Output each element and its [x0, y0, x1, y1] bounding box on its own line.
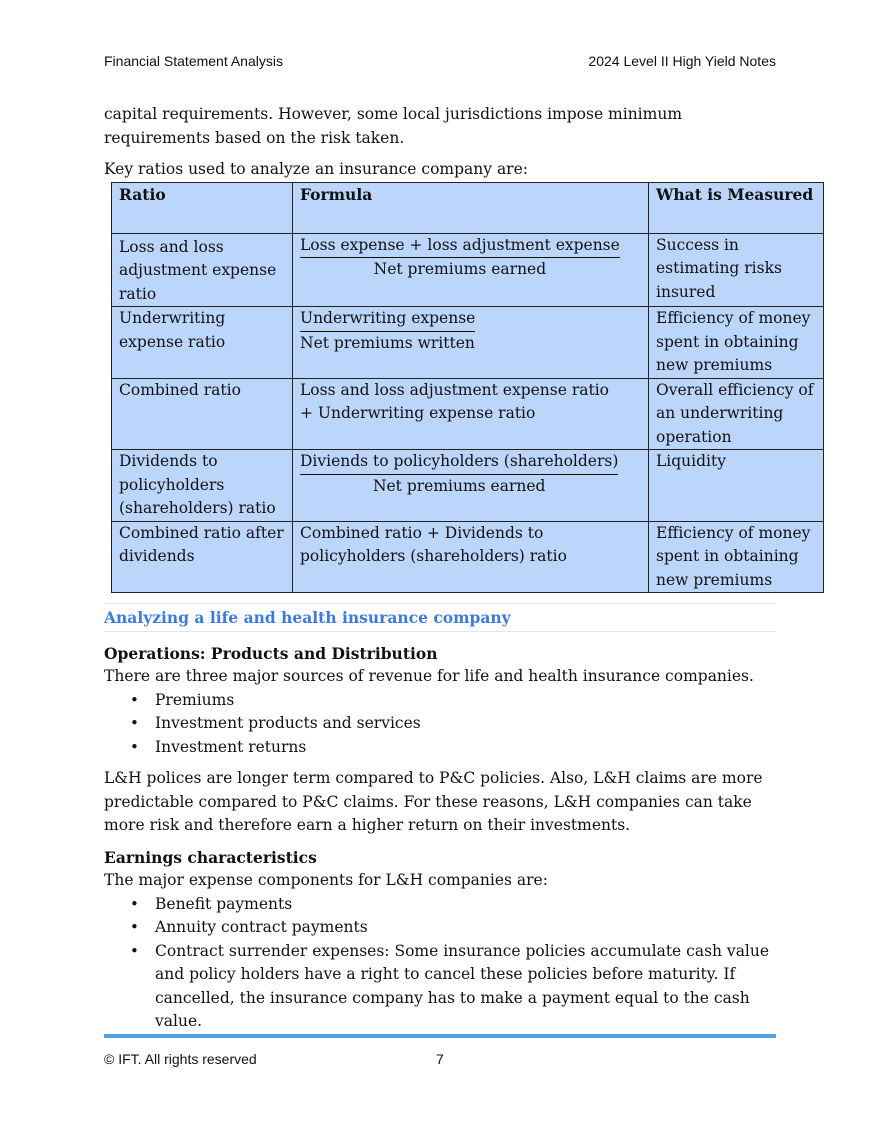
ratios-table	[111, 182, 824, 594]
list-item: • Investment returns	[104, 736, 776, 760]
table-row	[112, 521, 824, 593]
formula: $\frac{\text{Diviends to policyholders (shareholders)}}{\text{Net premiums earned}}$	[293, 450, 649, 522]
footer-rule	[104, 1034, 776, 1038]
earnings-text: The major expense components for L&H companies are:	[104, 871, 548, 889]
ratio-name: Underwriting expense ratio	[112, 307, 293, 379]
col-header-ratio: Ratio	[112, 182, 293, 233]
col-header-formula: Formula	[293, 182, 649, 233]
ratio-name: Dividends to policyholders (shareholders) ratio	[112, 450, 293, 522]
section-title: Analyzing a life and health insurance company	[104, 603, 776, 632]
list-item: • Annuity contract payments	[104, 916, 776, 940]
earnings-heading: Earnings characteristics	[104, 847, 317, 867]
table-row	[112, 307, 824, 379]
col-header-measured: What is Measured	[649, 182, 824, 233]
header-subtitle: 2024 Level II High Yield Notes	[588, 53, 776, 69]
page-number: 7	[436, 1051, 444, 1067]
revenue-list	[104, 689, 776, 760]
measured: Overall efficiency of an underwriting operation	[649, 378, 824, 450]
formula: $\frac{\text{Underwriting expense}}{\text{Net premiums written}}$	[293, 307, 649, 379]
lh-paragraph: L&H polices are longer term compared to P&C policies. Also, L&H claims are more predictable compared to P&C claims. For these reasons, L&H companies can take more risk and therefore earn a higher return on their investments.	[104, 769, 763, 834]
intro-paragraph: capital requirements. However, some local jurisdictions impose minimum requirements based on the risk taken.	[104, 105, 683, 147]
measured: Efficiency of money spent in obtaining new premiums	[649, 521, 824, 593]
list-item: • Premiums	[104, 689, 776, 713]
header-title: Financial Statement Analysis	[104, 53, 283, 69]
measured: Liquidity	[649, 450, 824, 522]
formula: Combined ratio + Dividends to policyholders (shareholders) ratio	[293, 521, 649, 593]
operations-text: There are three major sources of revenue for life and health insurance companies.	[104, 667, 754, 685]
formula: Loss and loss adjustment expense ratio + Underwriting expense ratio	[293, 378, 649, 450]
ratio-name: Combined ratio after dividends	[112, 521, 293, 593]
footer-copyright: © IFT. All rights reserved	[104, 1051, 257, 1067]
list-item: • Benefit payments	[104, 893, 776, 917]
expense-list	[104, 893, 776, 1034]
table-row	[112, 378, 824, 450]
table-row	[112, 233, 824, 307]
table-row	[112, 450, 824, 522]
table-header-row	[112, 182, 824, 233]
formula: $\frac{\text{Loss expense + loss adjustment expense}}{\text{Net premiums earned}}$	[293, 233, 649, 307]
list-item: • Contract surrender expenses: Some insurance policies accumulate cash value and policy holders have a right to cancel these policies before maturity. If cancelled, the insurance company has to make a payment equal to the cash value.	[104, 940, 776, 1034]
ratio-name: Combined ratio	[112, 378, 293, 450]
measured: Efficiency of money spent in obtaining new premiums	[649, 307, 824, 379]
list-item: • Investment products and services	[104, 712, 776, 736]
page-content	[104, 103, 814, 1042]
table-intro: Key ratios used to analyze an insurance company are:	[104, 160, 528, 178]
ratio-name: Loss and loss adjustment expense ratio	[112, 233, 293, 307]
measured: Success in estimating risks insured	[649, 233, 824, 307]
operations-heading: Operations: Products and Distribution	[104, 643, 438, 663]
